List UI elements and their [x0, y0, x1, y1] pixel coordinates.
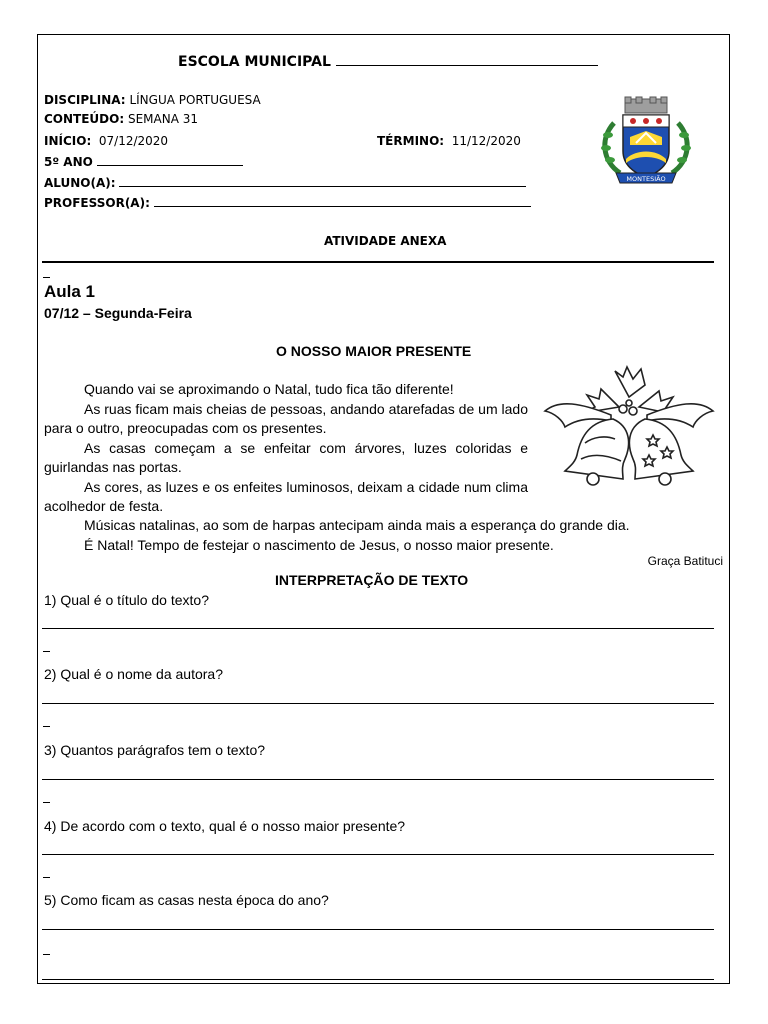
answer-line-dash [43, 726, 50, 727]
question-5: 5) Como ficam as casas nesta época do ano? [44, 892, 329, 908]
student-label: ALUNO(A): [44, 176, 116, 190]
grade-label: 5º ANO [44, 155, 93, 169]
divider-overflow-dash [43, 277, 50, 278]
content-row [44, 109, 198, 129]
story-text-wrapped [44, 380, 528, 517]
answer-line-5[interactable] [42, 929, 714, 930]
question-4: 4) De acordo com o texto, qual é o nosso maior presente? [44, 818, 406, 834]
content-value: SEMANA 31 [127, 112, 198, 126]
answer-line-6[interactable] [42, 979, 714, 980]
end-value: 11/12/2020 [451, 134, 521, 148]
discipline-value: LÍNGUA PORTUGUESA [129, 93, 261, 107]
start-value: 07/12/2020 [98, 134, 169, 148]
story-paragraph: Músicas natalinas, ao som de harpas antecipam ainda mais a esperança do grande dia. [84, 517, 630, 533]
story-text-full [44, 516, 720, 555]
answer-line-1[interactable] [42, 628, 714, 629]
answer-line-dash [43, 954, 50, 955]
answer-line-dash [43, 651, 50, 652]
grade-blank[interactable] [97, 153, 243, 166]
answer-line-dash [43, 802, 50, 803]
school-line [178, 53, 598, 70]
logo-ribbon-text: MONTESIÃO [626, 175, 666, 183]
student-row [44, 173, 526, 193]
story-paragraph: É Natal! Tempo de festejar o nascimento de Jesus, o nosso maior presente. [84, 536, 554, 553]
content-label: CONTEÚDO: [44, 112, 125, 126]
school-name-blank[interactable] [336, 53, 598, 66]
school-label: ESCOLA MUNICIPAL [178, 54, 331, 70]
question-2: 2) Qual é o nome da autora? [44, 666, 224, 682]
discipline-label: DISCIPLINA: [44, 93, 126, 107]
christmas-bells-icon [541, 363, 717, 487]
student-name-blank[interactable] [119, 174, 526, 187]
lesson-date: 07/12 – Segunda-Feira [44, 305, 192, 321]
story-paragraph: As casas começam a se enfeitar com árvores, luzes coloridas e guirlandas nas portas. [44, 439, 528, 475]
worksheet-page [37, 34, 730, 984]
story-author: Graça Batituci [647, 554, 723, 568]
story-paragraph: As ruas ficam mais cheias de pessoas, andando atarefadas de um lado para o outro, preocupadas com os presentes. [44, 400, 528, 436]
story-paragraph: As cores, as luzes e os enfeites luminosos, deixam a cidade num clima acolhedor de festa. [44, 478, 528, 514]
answer-line-3[interactable] [42, 779, 714, 780]
activity-label: ATIVIDADE ANEXA [324, 234, 447, 248]
story-paragraph: Quando vai se aproximando o Natal, tudo fica tão diferente! [84, 381, 454, 397]
end-label: TÉRMINO: [377, 134, 445, 148]
grade-row [44, 152, 243, 172]
answer-line-4[interactable] [42, 854, 714, 855]
start-label: INÍCIO: [44, 134, 92, 148]
lesson-title: Aula 1 [44, 282, 96, 301]
question-1: 1) Qual é o título do texto? [44, 592, 209, 608]
start-row [44, 131, 168, 151]
story-title: O NOSSO MAIOR PRESENTE [276, 343, 472, 359]
discipline-row [44, 90, 261, 110]
end-row [377, 131, 521, 151]
municipal-coat-of-arms-logo [596, 93, 696, 188]
question-3: 3) Quantos parágrafos tem o texto? [44, 742, 266, 758]
teacher-row [44, 193, 531, 213]
answer-line-dash [43, 877, 50, 878]
teacher-label: PROFESSOR(A): [44, 196, 150, 210]
teacher-name-blank[interactable] [154, 194, 531, 207]
interpretation-title: INTERPRETAÇÃO DE TEXTO [275, 572, 469, 588]
answer-line-2[interactable] [42, 703, 714, 704]
section-divider-line [42, 261, 714, 263]
